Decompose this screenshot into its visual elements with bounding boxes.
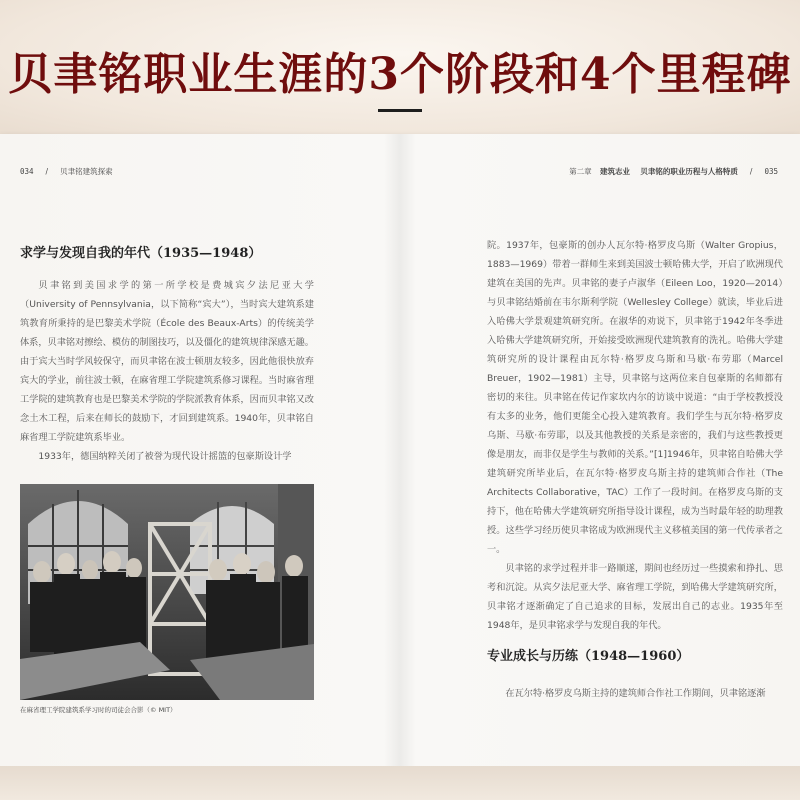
left-section-title: 求学与发现自我的年代（1935—1948） bbox=[20, 246, 262, 261]
chapter-title: 建筑志业 bbox=[600, 167, 631, 176]
right-section-title: 专业成长与历练（1948—1960） bbox=[487, 649, 690, 664]
right-paragraph-3: 在瓦尔特·格罗皮乌斯主持的建筑师合作社工作期间，贝聿铭逐渐 bbox=[505, 688, 766, 699]
historical-group-photo bbox=[20, 484, 314, 700]
banner bbox=[0, 0, 800, 134]
left-body-text bbox=[20, 276, 314, 466]
right-body-text-continued bbox=[487, 684, 783, 703]
left-running-head-separator: / bbox=[45, 167, 49, 176]
photo-caption: 在麻省理工学院建筑系学习时的司徒会合影（© MIT） bbox=[20, 706, 177, 714]
right-running-head-separator: / bbox=[749, 167, 753, 176]
chapter-number: 第二章 bbox=[569, 167, 592, 176]
group-photo-illustration bbox=[20, 484, 314, 700]
title-underline bbox=[378, 109, 422, 112]
left-running-head bbox=[20, 166, 113, 177]
right-running-head bbox=[569, 166, 778, 177]
bottom-background bbox=[0, 766, 800, 800]
left-page-number: 034 bbox=[20, 167, 34, 176]
left-paragraph-2: 1933年，德国纳粹关闭了被誉为现代设计摇篮的包豪斯设计学 bbox=[38, 451, 292, 462]
right-running-head-title: 贝聿铭的职业历程与人格特质 bbox=[640, 167, 738, 176]
left-paragraph-1: 贝聿铭到美国求学的第一所学校是费城宾夕法尼亚大学（University of Pennsylvania，以下简称“宾大”），当时宾大建筑系建筑教育所秉持的是巴黎美术学院（École des Beaux-Arts）的传统美学体系，贝聿铭对擦绘、模仿的制图技巧，以及僵化的建筑规律深感无趣。由于宾大当时学风较保守，而贝聿铭在波士顿朋友较多，因此他很快放弃宾大的学业，前往波士顿，在麻省理工学院建筑系修习课程。当时麻省理工学院的建筑教育也是巴黎美术学院的学院派教育体系，因而贝聿铭又改念土木工程，后来在师长的鼓励下，才回到建筑系。1940年，贝聿铭自麻省理工学院建筑系毕业。 bbox=[20, 280, 314, 443]
right-body-text bbox=[487, 236, 783, 635]
right-paragraph-2: 贝聿铭的求学过程并非一路顺遂，期间也经历过一些摸索和挣扎、思考和沉淀。从宾夕法尼亚大学、麻省理工学院，到哈佛大学建筑研究所，贝聿铭才逐渐确定了自己追求的目标，发展出自己的志业。1935年至1948年，是贝聿铭求学与发现自我的年代。 bbox=[487, 563, 783, 631]
left-running-head-title: 贝聿铭建筑探索 bbox=[60, 167, 113, 176]
banner-title: 贝聿铭职业生涯的3个阶段和4个里程碑 bbox=[8, 49, 792, 100]
right-page-number: 035 bbox=[764, 167, 778, 176]
right-paragraph-1: 院。1937年，包豪斯的创办人瓦尔特·格罗皮乌斯（Walter Gropius，1883—1969）带着一群师生来到美国波士顿哈佛大学，开启了欧洲现代建筑在美国的先声。贝聿铭的妻子卢淑华（Eileen Loo，1920—2014）与贝聿铭结婚前在韦尔斯利学院（Wellesley College）就读，毕业后进入哈佛大学景观建筑研究所。在淑华的劝说下，贝聿铭于1942年冬季进入哈佛大学建筑研究所，开始接受欧洲现代建筑教育的洗礼。哈佛大学建筑研究所的设计课程由瓦尔特·格罗皮乌斯和马歇·布劳耶（Marcel Breuer，1902—1981）主导，贝聿铭与这两位来自包豪斯的名师都有密切的来往。贝聿铭在传记作家坎内尔的访谈中说道：“由于学校教授没有太多的业务，他们更能全心投入建筑教育。我们学生与瓦尔特·格罗皮乌斯、马歇·布劳耶，以及其他教授的关系是亲密的，我们与这些教授更像是朋友，而非仅是学生与教师的关系。”[1]1946年，贝聿铭自哈佛大学建筑研究所毕业后，在瓦尔特·格罗皮乌斯主持的建筑师合作社（The Architects Collaborative，TAC）工作了一段时间。在格罗皮乌斯的支持下，他在哈佛大学建筑研究所指导设计课程，成为当时最年轻的助理教授。这些学习经历使贝聿铭成为欧洲现代主义移植美国的第一代传承者之一。 bbox=[487, 240, 783, 555]
